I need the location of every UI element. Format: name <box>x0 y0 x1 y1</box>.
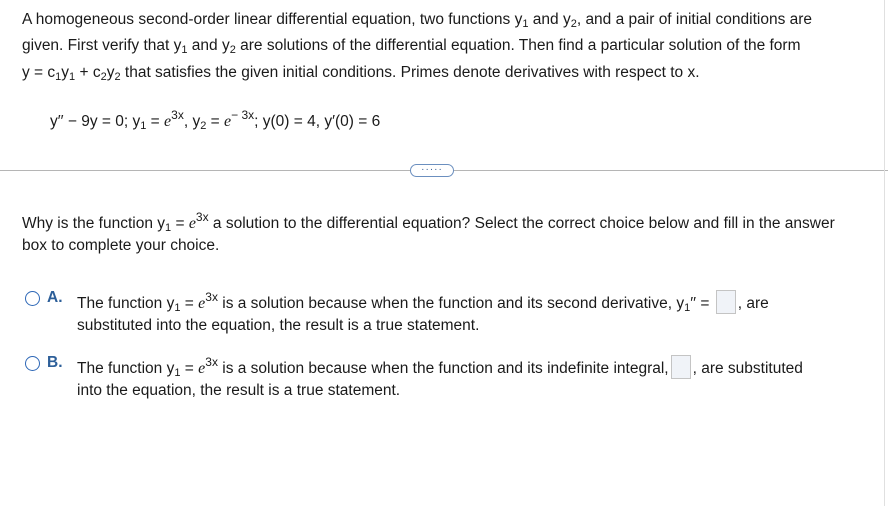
choice-b-line-2: into the equation, the result is a true statement. <box>77 382 401 399</box>
problem-line-3: $y = c_1y_1 + c_2y_2$ that satisfies the given initial conditions. Primes denote derivatives with respect to x. <box>22 64 700 83</box>
right-border <box>884 0 885 506</box>
differential-equation: y′′ − 9y = 0; $y_1 = e^{3x}$, $y_2 = e^{- 3x}$; y(0) = 4, y′(0) = 6 <box>50 108 381 132</box>
problem-line-1: A homogeneous second-order linear differential equation, two functions $y_1$ and $y_2$, and a pair of initial conditions are <box>22 11 813 30</box>
choice-a-line-2: substituted into the equation, the result is a true statement. <box>77 317 480 334</box>
choice-a-radio[interactable] <box>25 291 40 306</box>
problem-line-2: given. First verify that $y_1$ and $y_2$ are solutions of the differential equation. Then find a particular solution of the form <box>22 37 801 56</box>
choice-a-letter: A. <box>47 289 63 306</box>
choice-b-radio[interactable] <box>25 356 40 371</box>
question-line-2: box to complete your choice. <box>22 237 220 254</box>
indefinite-integral-answer-box[interactable] <box>671 355 691 379</box>
choice-b-letter: B. <box>47 354 63 371</box>
choice-a-line-1: The function $y_1 = e^{3x}$ is a solution because when the function and its second derivative, $y_1''$ = , are <box>77 290 769 314</box>
question-line-1: Why is the function $y_1 = e^{3x}$ a solution to the differential equation? Select the correct choice below and fill in the answer <box>22 210 835 234</box>
choice-b-line-1: The function $y_1 = e^{3x}$ is a solution because when the function and its indefinite integral, , are substituted <box>77 355 803 379</box>
expand-more-button[interactable]: ····· <box>410 164 454 177</box>
second-derivative-answer-box[interactable] <box>716 290 736 314</box>
